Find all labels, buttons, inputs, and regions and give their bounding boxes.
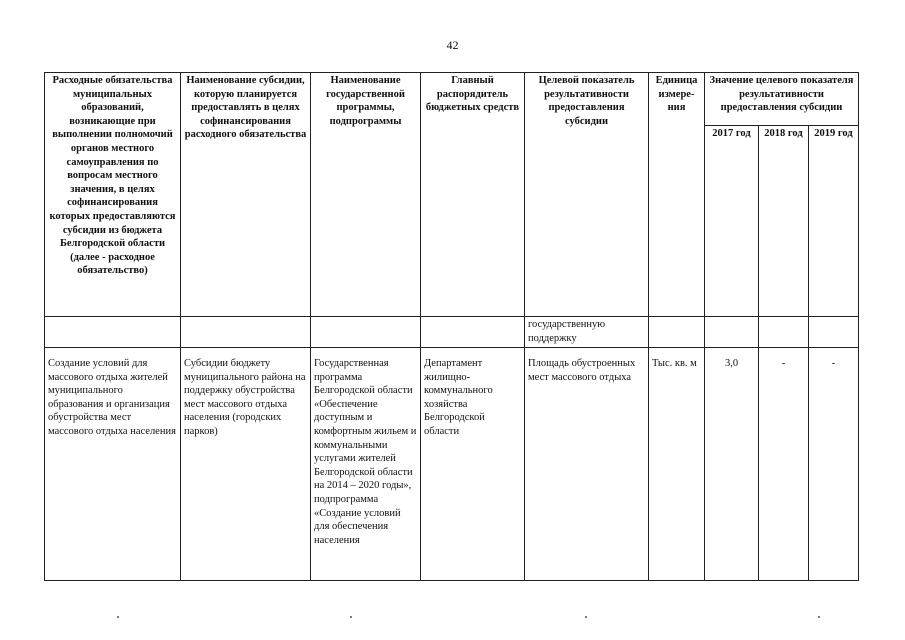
scan-dot xyxy=(818,616,820,618)
cont-cell-6 xyxy=(649,317,705,348)
scan-marks xyxy=(0,616,905,626)
row1-value-2017: 3,0 xyxy=(705,356,759,581)
row1-unit: Тыс. кв. м xyxy=(649,356,705,581)
spacer-cell xyxy=(181,348,311,357)
scan-dot xyxy=(117,616,119,618)
cont-cell-9 xyxy=(809,317,859,348)
table-row xyxy=(45,348,859,357)
row1-target-indicator: Площадь обустроенных мест массового отдыха xyxy=(525,356,649,581)
continuation-row xyxy=(45,317,859,348)
spacer-cell xyxy=(45,348,181,357)
cont-cell-8 xyxy=(759,317,809,348)
cont-cell-2 xyxy=(181,317,311,348)
header-year-2017: 2017 год xyxy=(705,126,759,317)
table-row xyxy=(45,356,859,581)
spacer-cell xyxy=(809,348,859,357)
row1-program: Государственная программа Белгородской области «Обеспечение доступным и комфортным жильем и коммунальными услугами жителей Белгородской области на 2014 – 2020 годы», подпрограмма «Создание условий для обеспечения населения xyxy=(311,356,421,581)
header-indicator-value: Значение целевого показателя результативности предоставления субсидии xyxy=(705,73,859,126)
cont-cell-5: государственную поддержку xyxy=(525,317,649,348)
row1-value-2018: - xyxy=(759,356,809,581)
cont-cell-3 xyxy=(311,317,421,348)
spacer-cell xyxy=(759,348,809,357)
page-number: 42 xyxy=(446,38,459,52)
header-obligations: Расходные обязательства муниципальных образований, возникающие при выполнении полномочий органов местного самоуправления по вопросам местного значения, в целях софинансирования которых предоставляются субсидии из бюджета Белгородской области (далее - расходное обязательство) xyxy=(45,73,181,317)
row1-subsidy: Субсидии бюджету муниципального района на поддержку обустройства мест массового отдыха населения (городских парков) xyxy=(181,356,311,581)
scan-dot xyxy=(585,616,587,618)
header-target-indicator: Целевой показатель результативности предоставления субсидии xyxy=(525,73,649,317)
header-program-name: Наименование государственной программы, подпрограммы xyxy=(311,73,421,317)
cont-cell-1 xyxy=(45,317,181,348)
row1-obligation: Создание условий для массового отдыха жителей муниципального образования и организация обустройства мест массового отдыха населения xyxy=(45,356,181,581)
subsidy-table xyxy=(44,72,859,581)
scan-dot xyxy=(350,616,352,618)
header-unit: Единица измере-ния xyxy=(649,73,705,317)
spacer-cell xyxy=(705,348,759,357)
header-budget-manager: Главный распорядитель бюджетных средств xyxy=(421,73,525,317)
spacer-cell xyxy=(649,348,705,357)
header-year-2018: 2018 год xyxy=(759,126,809,317)
row1-value-2019: - xyxy=(809,356,859,581)
header-year-2019: 2019 год xyxy=(809,126,859,317)
spacer-cell xyxy=(311,348,421,357)
cont-cell-4 xyxy=(421,317,525,348)
cont-cell-7 xyxy=(705,317,759,348)
row1-budget-manager: Департамент жилищно-коммунального хозяйства Белгородской области xyxy=(421,356,525,581)
header-row xyxy=(45,73,859,126)
header-subsidy-name: Наименование субсидии, которую планируется предоставлять в целях софинансирования расходного обязательства xyxy=(181,73,311,317)
spacer-cell xyxy=(421,348,525,357)
spacer-cell xyxy=(525,348,649,357)
